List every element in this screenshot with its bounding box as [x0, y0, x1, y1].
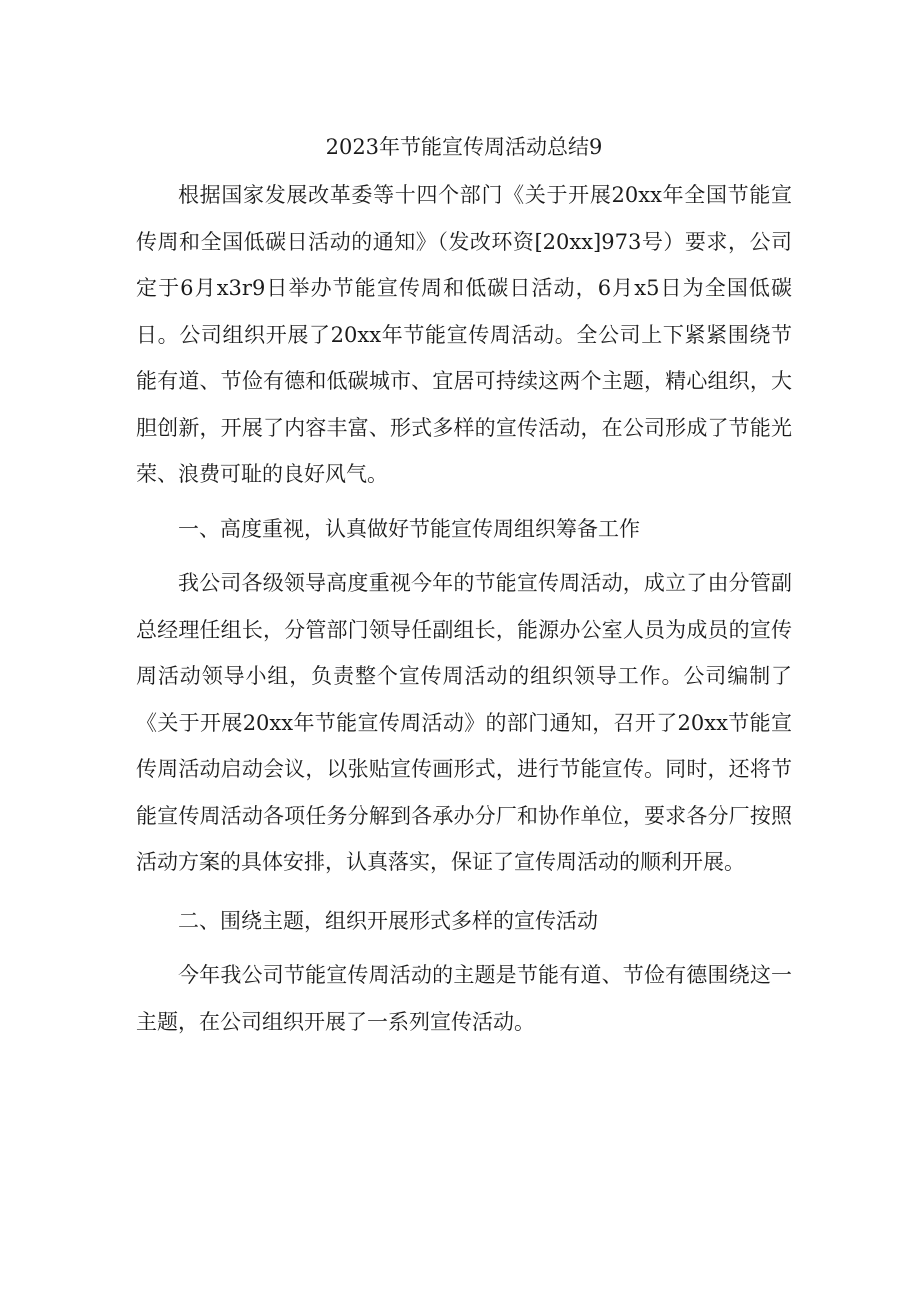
- section-2-heading: 二、围绕主题，组织开展形式多样的宣传活动: [178, 908, 598, 933]
- section-1-heading: 一、高度重视，认真做好节能宣传周组织筹备工作: [178, 516, 640, 541]
- document-content: [136, 122, 792, 1045]
- document-title: 2023年节能宣传周活动总结9: [325, 135, 603, 159]
- section-2-body: 今年我公司节能宣传周活动的主题是节能有道、节俭有德围绕这一主题，在公司组织开展了一系列宣传活动。: [136, 963, 792, 1034]
- section-1-body: 我公司各级领导高度重视今年的节能宣传周活动，成立了由分管副总经理任组长，分管部门领导任副组长，能源办公室人员为成员的宣传周活动领导小组，负责整个宣传周活动的组织领导工作。公司编制了《关于开展20xx年节能宣传周活动》的部门通知，召开了20xx节能宣传周活动启动会议，以张贴宣传画形式，进行节能宣传。同时，还将节能宣传周活动各项任务分解到各承办分厂和协作单位，要求各分厂按照活动方案的具体安排，认真落实，保证了宣传周活动的顺利开展。: [136, 571, 792, 874]
- intro-paragraph: 根据国家发展改革委等十四个部门《关于开展20xx年全国节能宣传周和全国低碳日活动的通知》（发改环资[20xx]973号）要求，公司定于6月x3r9日举办节能宣传周和低碳日活动，6月x5日为全国低碳日。公司组织开展了20xx年节能宣传周活动。全公司上下紧紧围绕节能有道、节俭有德和低碳城市、宜居可持续这两个主题，精心组织，大胆创新，开展了内容丰富、形式多样的宣传活动，在公司形成了节能光荣、浪费可耻的良好风气。: [136, 183, 792, 486]
